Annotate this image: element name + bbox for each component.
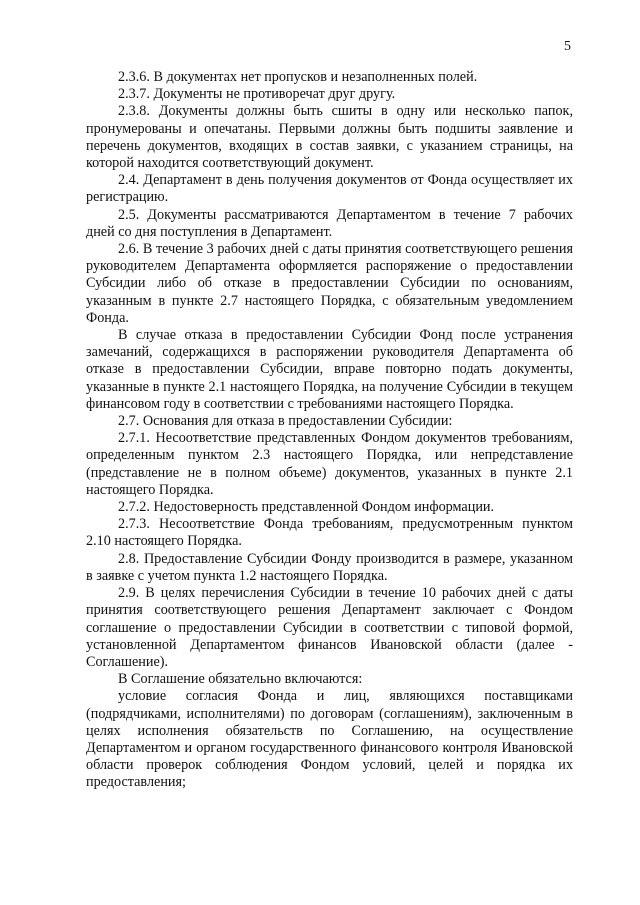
paragraph-consent-condition: условие согласия Фонда и лиц, являющихся поставщиками (подрядчиками, исполнителями) по договорам (соглашениям), заключенным в целях исполнения обязательств по Соглашению, на осуществление Департаментом и органом государственного финансового контроля Ивановской области проверок соблюдения Фондом условий, целей и порядка их предоставления;: [86, 688, 573, 791]
paragraph-2-3-6: 2.3.6. В документах нет пропусков и незаполненных полей.: [118, 69, 478, 85]
paragraph-refusal-resubmission: В случае отказа в предоставлении Субсидии Фонд после устранения замечаний, содержащихся в распоряжении руководителя Департамента об отказе в предоставлении Субсидии, вправе повторно подать документы, указанные в пункте 2.1 настоящего Порядка, на получение Субсидии в текущем финансовом году в соответствии с требованиями настоящего Порядка.: [86, 327, 573, 412]
document-body: [86, 69, 573, 792]
paragraph-2-3-8: 2.3.8. Документы должны быть сшиты в одну или несколько папок, пронумерованы и опечатаны. Первыми должны быть подшиты заявление и перечень документов, входящих в состав заявки, с указанием страницы, на которой находится соответствующий документ.: [86, 103, 573, 172]
paragraph-2-7-1: 2.7.1. Несоответствие представленных Фондом документов требованиям, определенным пунктом 2.3 настоящего Порядка, или непредставление (представление не в полном объеме) документов, указанных в пункте 2.1 настоящего Порядка.: [86, 430, 573, 498]
paragraph-2-3-7: 2.3.7. Документы не противоречат друг другу.: [118, 86, 396, 103]
paragraph-2-7-3: 2.7.3. Несоответствие Фонда требованиям, предусмотренным пунктом 2.10 настоящего Порядка.: [86, 516, 573, 550]
paragraph-2-6: 2.6. В течение 3 рабочих дней с даты принятия соответствующего решения руководителем Департамента оформляется распоряжение о предоставлении Субсидии либо об отказе в предоставлении Субсидии по основаниям, указанным в пункте 2.7 настоящего Порядка, с обязательным уведомлением Фонда.: [86, 241, 573, 326]
paragraph-2-7-2: 2.7.2. Недостоверность представленной Фондом информации.: [118, 499, 495, 516]
paragraph-2-5: 2.5. Документы рассматриваются Департаментом в течение 7 рабочих дней со дня поступления в Департамент.: [86, 206, 573, 240]
paragraph-agreement-includes: В Соглашение обязательно включаются:: [118, 671, 363, 688]
page-number: 5: [564, 39, 571, 54]
paragraph-2-8: 2.8. Предоставление Субсидии Фонду производится в размере, указанном в заявке с учетом пункта 1.2 настоящего Порядка.: [86, 550, 573, 584]
paragraph-2-7: 2.7. Основания для отказа в предоставлении Субсидии:: [118, 413, 453, 430]
paragraph-2-9: 2.9. В целях перечисления Субсидии в течение 10 рабочих дней с даты принятия соответствующего решения Департамент заключает с Фондом соглашение о предоставлении Субсидии в соответствии с типовой формой, установленной Департаментом финансов Ивановской области (далее - Соглашение).: [86, 585, 573, 670]
paragraph-2-4: 2.4. Департамент в день получения документов от Фонда осуществляет их регистрацию.: [86, 172, 573, 206]
